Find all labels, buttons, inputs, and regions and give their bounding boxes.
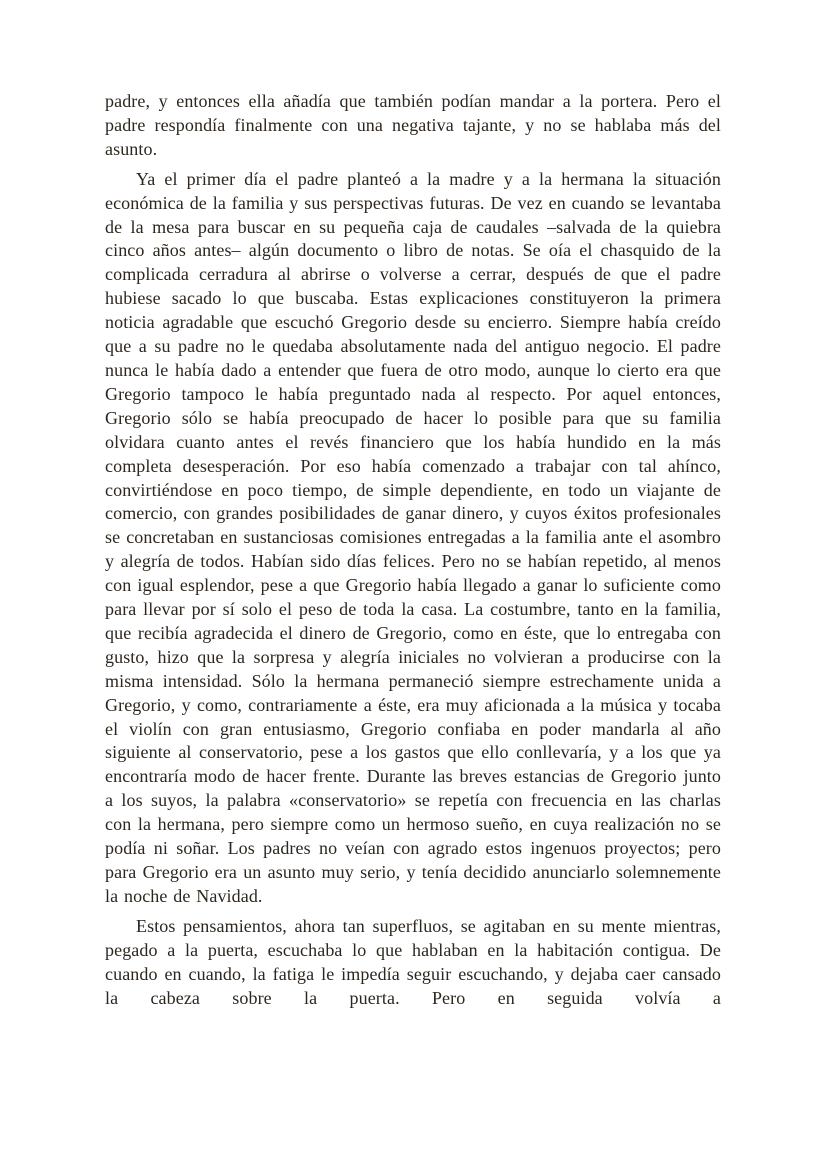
paragraph-continuation-from-previous-page: padre, y entonces ella añadía que también podían mandar a la portera. Pero el padre respondía finalmente con una negativa tajante, y no se hablaba más del asunto. (105, 91, 721, 159)
paragraph-continues-next-page: Estos pensamientos, ahora tan superfluos, se agitaban en su mente mientras, pegado a la puerta, escuchaba lo que hablaban en la habitación contigua. De cuando en cuando, la fatiga le impedía seguir escuchando, y dejaba caer cansado la cabeza sobre la puerta. Pero en seguida volvía a (105, 915, 721, 1008)
paragraph-body: Ya el primer día el padre planteó a la madre y a la hermana la situación económica de la familia y sus perspectivas futuras. De vez en cuando se levantaba de la mesa para buscar en su pequeña caja de caudales –salvada de la quiebra cinco años antes– algún documento o libro de notas. Se oía el chasquido de la complicada cerradura al abrirse o volverse a cerrar, después de que el padre hubiese sacado lo que buscaba. Estas explicaciones constituyeron la primera noticia agradable que escuchó Gregorio desde su encierro. Siempre había creído que a su padre no le quedaba absolutamente nada del antiguo negocio. El padre nunca le había dado a entender que fuera de otro modo, aunque lo cierto era que Gregorio tampoco le había preguntado nada al respecto. Por aquel entonces, Gregorio sólo se había preocupado de hacer lo posible para que su familia olvidara cuanto antes el revés financiero que los había hundido en la más completa desesperación. Por eso había comenzado a trabajar con tal ahínco, convirtiéndose en poco tiempo, de simple dependiente, en todo un viajante de comercio, con grandes posibilidades de ganar dinero, y cuyos éxitos profesionales se concretaban en sustanciosas comisiones entregadas a la familia ante el asombro y alegría de todos. Habían sido días felices. Pero no se habían repetido, al menos con igual esplendor, pese a que Gregorio había llegado a ganar lo suficiente como para llevar por sí solo el peso de toda la casa. La costumbre, tanto en la familia, que recibía agradecida el dinero de Gregorio, como en éste, que lo entregaba con gusto, hizo que la sorpresa y alegría iniciales no volvieran a producirse con la misma intensidad. Sólo la hermana permaneció siempre estrechamente unida a Gregorio, y como, contrariamente a éste, era muy aficionada a la música y tocaba el violín con gran entusiasmo, Gregorio confiaba en poder mandarla al año siguiente al conservatorio, pese a los gastos que ello conllevaría, y a los que ya encontraría modo de hacer frente. Durante las breves estancias de Gregorio junto a los suyos, la palabra «conservatorio» se repetía con frecuencia en las charlas con la hermana, pero siempre como un hermoso sueño, en cuya realización no se podía ni soñar. Los padres no veían con agrado estos ingenuos proyectos; pero para Gregorio era un asunto muy serio, y tenía decidido anunciarlo solemnemente la noche de Navidad. (105, 168, 721, 906)
